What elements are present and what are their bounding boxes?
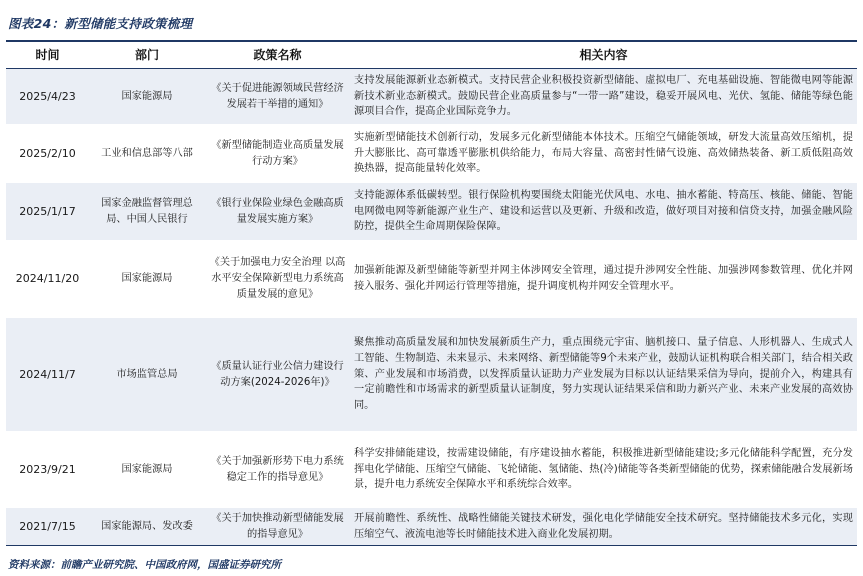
cell-content: 开展前瞻性、系统性、战略性储能关键技术研发，强化电化学储能安全技术研究。坚持储能技术多元化，实现压缩空气、液流电池等长时储能技术进入商业化发展初期。 xyxy=(350,508,857,546)
cell-content: 科学安排储能建设，按需建设储能，有序建设抽水蓄能，积极推进新型储能建设;多元化储能科学配置，充分发挥电化学储能、压缩空气储能、飞轮储能、氢储能、热(冷)储能等各类新型储能的优势，探索储能融合发展新场景，提升电力系统安全保障水平和系统综合效率。 xyxy=(350,432,857,508)
header-time: 时间 xyxy=(6,41,89,69)
table-row xyxy=(6,69,857,125)
cell-dept: 国家能源局、发改委 xyxy=(89,508,205,546)
cell-policy: 《关于加快推动新型储能发展的指导意见》 xyxy=(205,508,350,546)
cell-policy: 《新型储能制造业高质量发展行动方案》 xyxy=(205,125,350,183)
table-row xyxy=(6,125,857,183)
cell-policy: 《关于加强电力安全治理 以高水平安全保障新型电力系统高质量发展的意见》 xyxy=(205,241,350,318)
cell-content: 支持能源体系低碳转型。银行保险机构要围绕太阳能光伏风电、水电、抽水蓄能、特高压、核能、储能、智能电网微电网等新能源产业生产、建设和运营以及更新、升级和改造，做好项目对接和信贷支持，加强金融风险防控，提供全生命周期保险保障。 xyxy=(350,183,857,241)
cell-time: 2024/11/20 xyxy=(6,241,89,318)
header-content: 相关内容 xyxy=(350,41,857,69)
cell-dept: 国家能源局 xyxy=(89,432,205,508)
table-header-row xyxy=(6,41,857,69)
table-row xyxy=(6,183,857,241)
cell-dept: 工业和信息部等八部 xyxy=(89,125,205,183)
cell-policy: 《质量认证行业公信力建设行动方案(2024-2026年)》 xyxy=(205,318,350,432)
table-row xyxy=(6,508,857,546)
header-policy: 政策名称 xyxy=(205,41,350,69)
table-row xyxy=(6,241,857,318)
cell-time: 2023/9/21 xyxy=(6,432,89,508)
cell-content: 聚焦推动高质量发展和加快发展新质生产力，重点围绕元宇宙、脑机接口、量子信息、人形机器人、生成式人工智能、生物制造、未来显示、未来网络、新型储能等9个未来产业，鼓励认证机构联合相关部门，结合相关政策、产业发展和市场消费，以发挥质量认证助力产业发展为目标以认证结果采信为导向，提前介入，构建具有一定前瞻性和市场需求的新型质量认证制度，努力实现认证结果采信和助力新兴产业、未来产业发展的高效协同。 xyxy=(350,318,857,432)
policy-table xyxy=(6,41,857,546)
header-dept: 部门 xyxy=(89,41,205,69)
table-row xyxy=(6,432,857,508)
cell-content: 支持发展能源新业态新模式。支持民营企业积极投资新型储能、虚拟电厂、充电基础设施、智能微电网等能源新技术新业态新模式。鼓励民营企业高质量参与“一带一路”建设，稳妥开展风电、光伏、氢能、储能等绿色能源项目合作，提高企业国际竞争力。 xyxy=(350,69,857,125)
cell-dept: 国家能源局 xyxy=(89,241,205,318)
cell-content: 加强新能源及新型储能等新型并网主体涉网安全管理，通过提升涉网安全性能、加强涉网参数管理、优化并网接入服务、强化并网运行管理等措施，提升调度机构并网安全管理水平。 xyxy=(350,241,857,318)
cell-policy: 《关于促进能源领域民营经济发展若干举措的通知》 xyxy=(205,69,350,125)
cell-policy: 《关于加强新形势下电力系统稳定工作的指导意见》 xyxy=(205,432,350,508)
cell-time: 2025/1/17 xyxy=(6,183,89,241)
cell-time: 2025/2/10 xyxy=(6,125,89,183)
cell-dept: 市场监管总局 xyxy=(89,318,205,432)
cell-time: 2021/7/15 xyxy=(6,508,89,546)
cell-dept: 国家金融监督管理总局、中国人民银行 xyxy=(89,183,205,241)
cell-time: 2025/4/23 xyxy=(6,69,89,125)
cell-dept: 国家能源局 xyxy=(89,69,205,125)
cell-policy: 《银行业保险业绿色金融高质量发展实施方案》 xyxy=(205,183,350,241)
cell-time: 2024/11/7 xyxy=(6,318,89,432)
table-row xyxy=(6,318,857,432)
source-note: 资料来源：前瞻产业研究院、中国政府网，国盛证券研究所 xyxy=(8,559,281,571)
figure-title: 图表24：新型储能支持政策梳理 xyxy=(8,16,193,31)
cell-content: 实施新型储能技术创新行动，发展多元化新型储能本体技术。压缩空气储能领域，研发大流量高效压缩机，提升大膨胀比、高可靠透平膨胀机供给能力，布局大容量、高密封性储气设施、高效储热装备、新工质低阻高效换热器，提高能量转化效率。 xyxy=(350,125,857,183)
